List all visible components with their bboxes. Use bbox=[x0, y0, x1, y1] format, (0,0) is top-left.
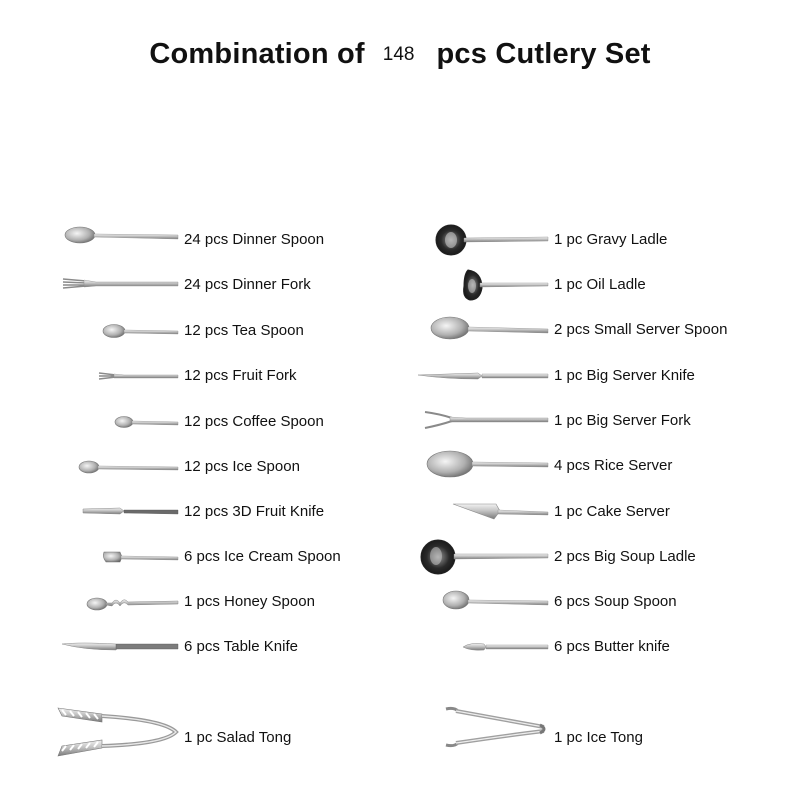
title-suffix: pcs Cutlery Set bbox=[436, 38, 651, 70]
item-label: 6 pcs Table Knife bbox=[184, 638, 298, 655]
item-label: 12 pcs Coffee Spoon bbox=[184, 413, 324, 430]
item-label: 12 pcs Tea Spoon bbox=[184, 322, 304, 339]
item-label: 24 pcs Dinner Spoon bbox=[184, 231, 325, 248]
item-label: 2 pcs Big Soup Ladle bbox=[554, 548, 696, 565]
item-label: 1 pc Gravy Ladle bbox=[554, 231, 668, 248]
item-label: 2 pcs Small Server Spoon bbox=[554, 321, 728, 338]
item-label: 1 pc Big Server Fork bbox=[554, 412, 691, 429]
salad-tong-icon bbox=[54, 700, 180, 766]
item-label: 1 pc Ice Tong bbox=[554, 729, 643, 746]
fruit-knife-icon bbox=[80, 497, 180, 527]
item-label: 1 pc Salad Tong bbox=[184, 729, 292, 746]
title-count: 148 bbox=[382, 44, 415, 65]
big-server-fork-icon bbox=[422, 405, 550, 435]
item-label: 6 pcs Ice Cream Spoon bbox=[184, 548, 341, 565]
small-server-spoon-icon bbox=[428, 314, 550, 344]
soup-spoon-icon bbox=[440, 587, 550, 617]
rice-server-icon bbox=[424, 447, 550, 481]
item-label: 6 pcs Soup Spoon bbox=[554, 593, 677, 610]
cake-server-icon bbox=[450, 497, 550, 527]
item-label: 6 pcs Butter knife bbox=[554, 638, 670, 655]
item-label: 12 pcs Ice Spoon bbox=[184, 458, 300, 475]
tea-spoon-icon bbox=[100, 316, 180, 346]
item-label: 4 pcs Rice Server bbox=[554, 457, 673, 474]
item-label: 1 pcs Honey Spoon bbox=[184, 593, 315, 610]
table-knife-icon bbox=[60, 632, 180, 662]
coffee-spoon-icon bbox=[112, 406, 180, 436]
ice-tong-icon bbox=[440, 703, 550, 751]
dinner-fork-icon bbox=[60, 270, 180, 300]
title-prefix: Combination of bbox=[149, 38, 365, 70]
item-label: 12 pcs 3D Fruit Knife bbox=[184, 503, 325, 520]
item-label: 24 pcs Dinner Fork bbox=[184, 276, 311, 293]
ice-spoon-icon bbox=[76, 452, 180, 482]
item-label: 1 pc Big Server Knife bbox=[554, 367, 695, 384]
ice-cream-spoon-icon bbox=[100, 542, 180, 572]
item-label: 12 pcs Fruit Fork bbox=[184, 367, 297, 384]
big-server-knife-icon bbox=[416, 361, 550, 391]
butter-knife-icon bbox=[460, 632, 550, 662]
big-soup-ladle-icon bbox=[418, 538, 550, 578]
honey-spoon-icon bbox=[84, 587, 180, 617]
oil-ladle-icon bbox=[458, 266, 550, 304]
item-label: 1 pc Oil Ladle bbox=[554, 276, 646, 293]
dinner-spoon-icon bbox=[60, 224, 180, 254]
fruit-fork-icon bbox=[96, 361, 180, 391]
gravy-ladle-icon bbox=[432, 224, 550, 258]
item-label: 1 pc Cake Server bbox=[554, 503, 670, 520]
